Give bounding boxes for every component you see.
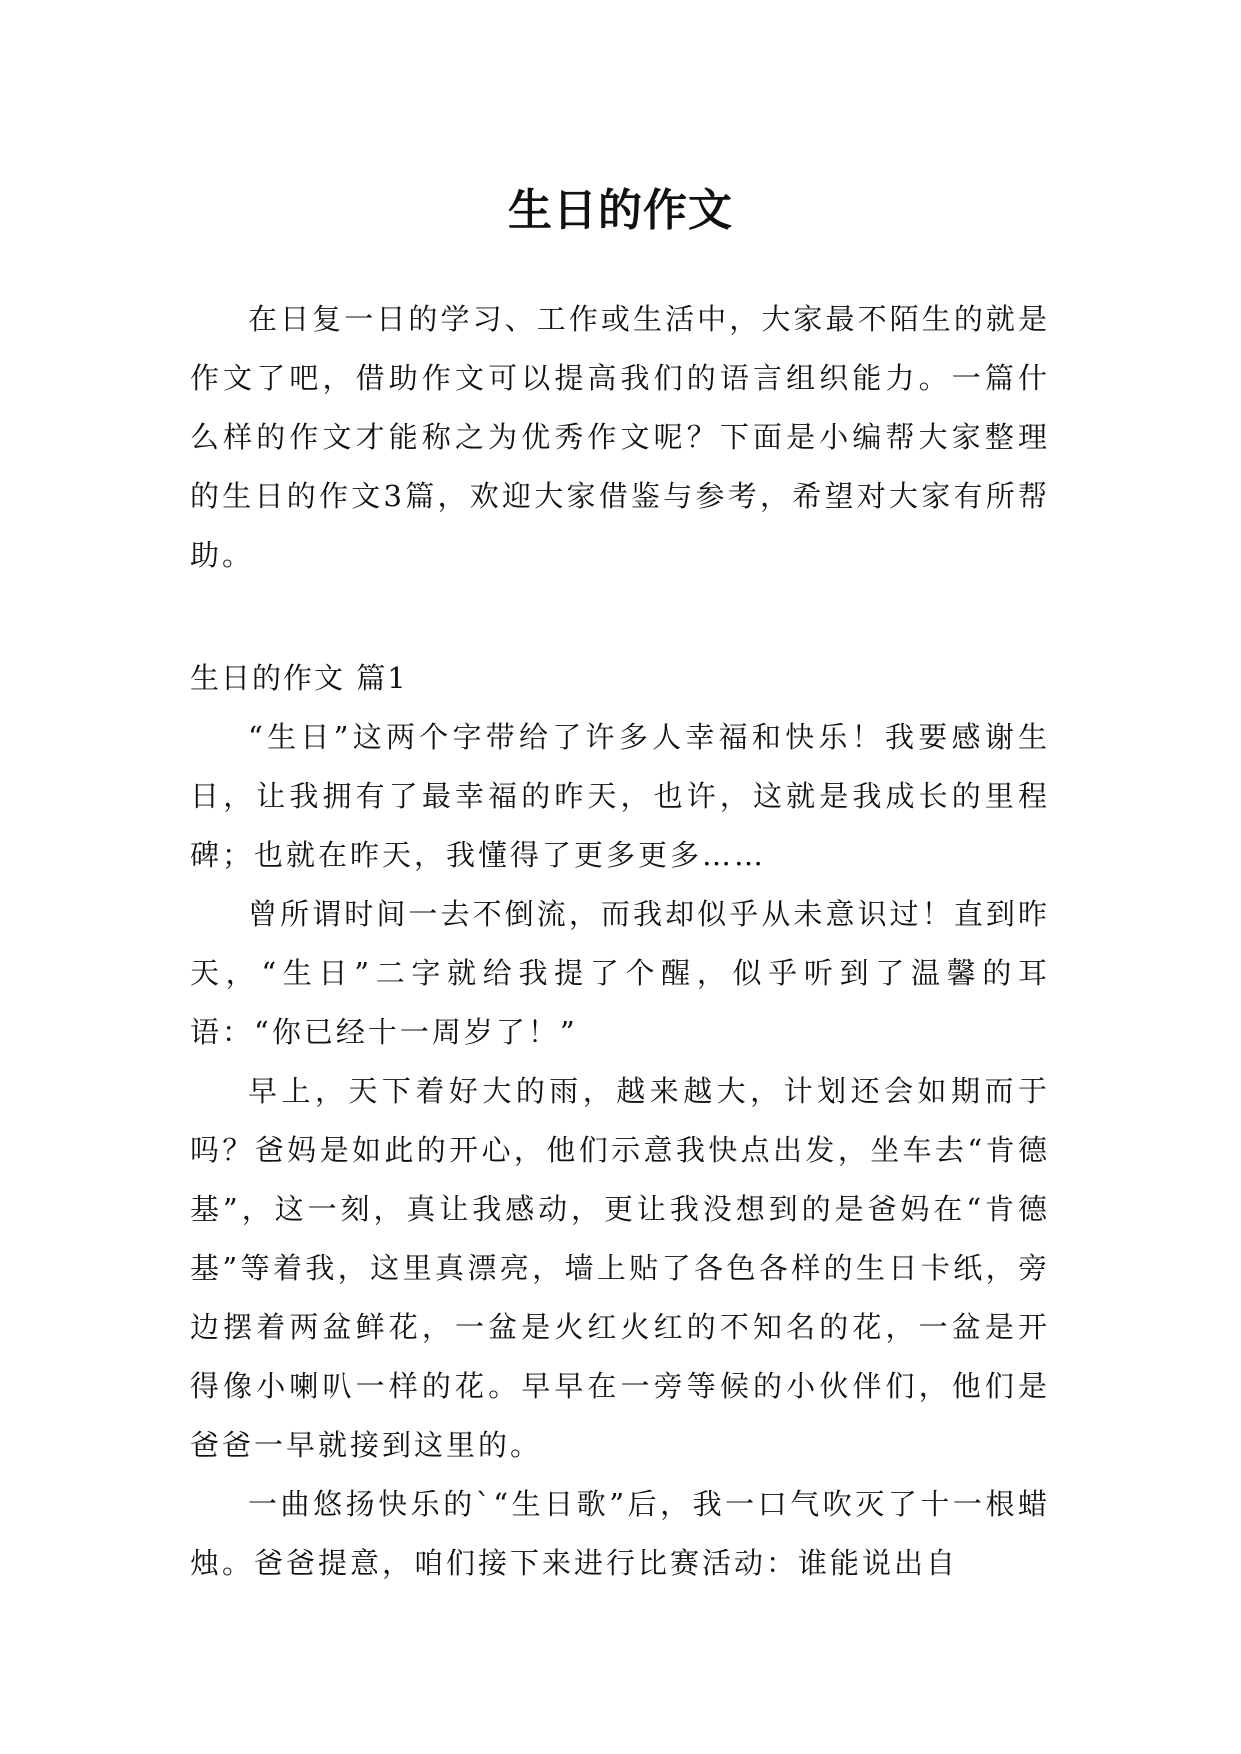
document-title: 生日的作文 [508,185,733,237]
body-paragraph-3: 早上，天下着好大的雨，越来越大，计划还会如期而于吗？爸妈是如此的开心，他们示意我快点出发，坐车去“肯德基”，这一刻，真让我感动，更让我没想到的是爸妈在“肯德基”等着我，这里真漂亮，墙上贴了各色各样的生日卡纸，旁边摆着两盆鲜花，一盆是火红火红的不知名的花，一盆是开得像小喇叭一样的花。早早在一旁等候的小伙伴们，他们是爸爸一早就接到这里的。 [190,1074,1050,1462]
intro-paragraph: 在日复一日的学习、工作或生活中，大家最不陌生的就是作文了吧，借助作文可以提高我们的语言组织能力。一篇什么样的作文才能称之为优秀作文呢？下面是小编帮大家整理的生日的作文3篇，欢迎大家借鉴与参考，希望对大家有所帮助。 [190,302,1050,572]
document-body [190,290,1050,1593]
body-paragraph-1: “生日”这两个字带给了许多人幸福和快乐！我要感谢生日，让我拥有了最幸福的昨天，也许，这就是我成长的里程碑；也就在昨天，我懂得了更多更多…… [190,720,1050,872]
body-paragraph-2: 曾所谓时间一去不倒流，而我却似乎从未意识过！直到昨天，“生日”二字就给我提了个醒，似乎听到了温馨的耳语：“你已经十一周岁了！” [190,897,1050,1049]
body-paragraph-4: 一曲悠扬快乐的`“生日歌”后，我一口气吹灭了十一根蜡烛。爸爸提意，咱们接下来进行比赛活动：谁能说出自 [190,1487,1050,1580]
section-heading: 生日的作文 篇1 [190,661,408,695]
